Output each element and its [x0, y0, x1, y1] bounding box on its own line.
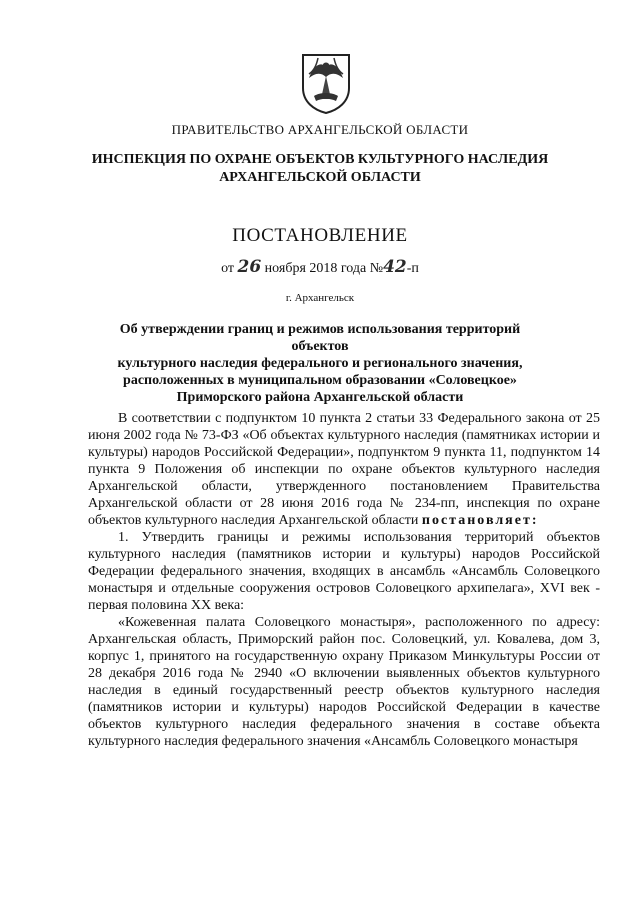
document-type-heading: ПОСТАНОВЛЕНИЕ	[232, 225, 408, 246]
agency-title-line-2: АРХАНГЕЛЬСКОЙ ОБЛАСТИ	[219, 170, 421, 185]
agency-title	[0, 151, 640, 187]
subject-line-1: Об утверждении границ и режимов использования территорий объектов	[119, 322, 521, 354]
preamble-paragraph	[88, 410, 600, 529]
number-prefix: №	[369, 261, 384, 276]
date-prefix: от	[221, 261, 234, 276]
handwritten-day: 26	[237, 257, 262, 277]
document-subject	[108, 321, 532, 406]
handwritten-number: 42	[383, 257, 407, 277]
number-suffix: -п	[406, 261, 419, 276]
coat-of-arms-emblem	[300, 52, 352, 114]
subject-line-2: культурного наследия федерального и регионального значения,	[117, 356, 523, 371]
preamble-text: В соответствии с подпунктом 10 пункта 2 статьи 33 Федерального закона от 25 июня 2002 года № 73-ФЗ «Об объектах культурного наследия (памятниках истории и культуры) народов Российской Федерации», подпунктом 9 пункта 11, подпунктом 14 пункта 9 Положения об инспекции по охране объектов культурного наследия Архангельской области, утвержденного постановлением Правительства Архангельской области от 28 июня 2016 года № 234-пп, инспекция по охране объектов культурного наследия Архангельской области	[88, 411, 600, 528]
agency-title-line-1: ИНСПЕКЦИЯ ПО ОХРАНЕ ОБЪЕКТОВ КУЛЬТУРНОГО НАСЛЕДИЯ	[91, 152, 549, 167]
subject-line-4: Приморского района Архангельской области	[176, 390, 464, 405]
subject-line-3: расположенных в муниципальном образовании «Соловецкое»	[123, 373, 517, 388]
document-body	[88, 410, 600, 750]
item-1-object-paragraph: «Кожевенная палата Соловецкого монастыря», расположенного по адресу: Архангельская область, Приморский район пос. Соловецкий, ул. Ковалева, дом 3, корпус 1, принятого на государственную охрану Приказом Минкультуры России от 28 декабря 2016 года № 2940 «О включении выявленных объектов культурного наследия в единый государственный реестр объектов культурного наследия (памятников истории и культуры) народов Российской Федерации в качестве объектов культурного наследия федерального значения в составе объекта культурного наследия федерального значения «Ансамбль Соловецкого монастыря	[88, 615, 600, 749]
decree-word: постановляет:	[421, 513, 539, 528]
date-and-number-line	[0, 257, 640, 277]
place-of-issue: г. Архангельск	[285, 292, 355, 304]
government-title: ПРАВИТЕЛЬСТВО АРХАНГЕЛЬСКОЙ ОБЛАСТИ	[171, 122, 469, 137]
month-year: ноября 2018 года	[264, 261, 367, 276]
item-1-paragraph: 1. Утвердить границы и режимы использования территорий объектов культурного наследия (памятников истории и культуры) народов Российской Федерации федерального значения, входящих в ансамбль «Ансамбль Соловецкого монастыря и отдельные сооружения островов Соловецкого архипелага», XVI век - первая половина XX века:	[88, 530, 600, 613]
